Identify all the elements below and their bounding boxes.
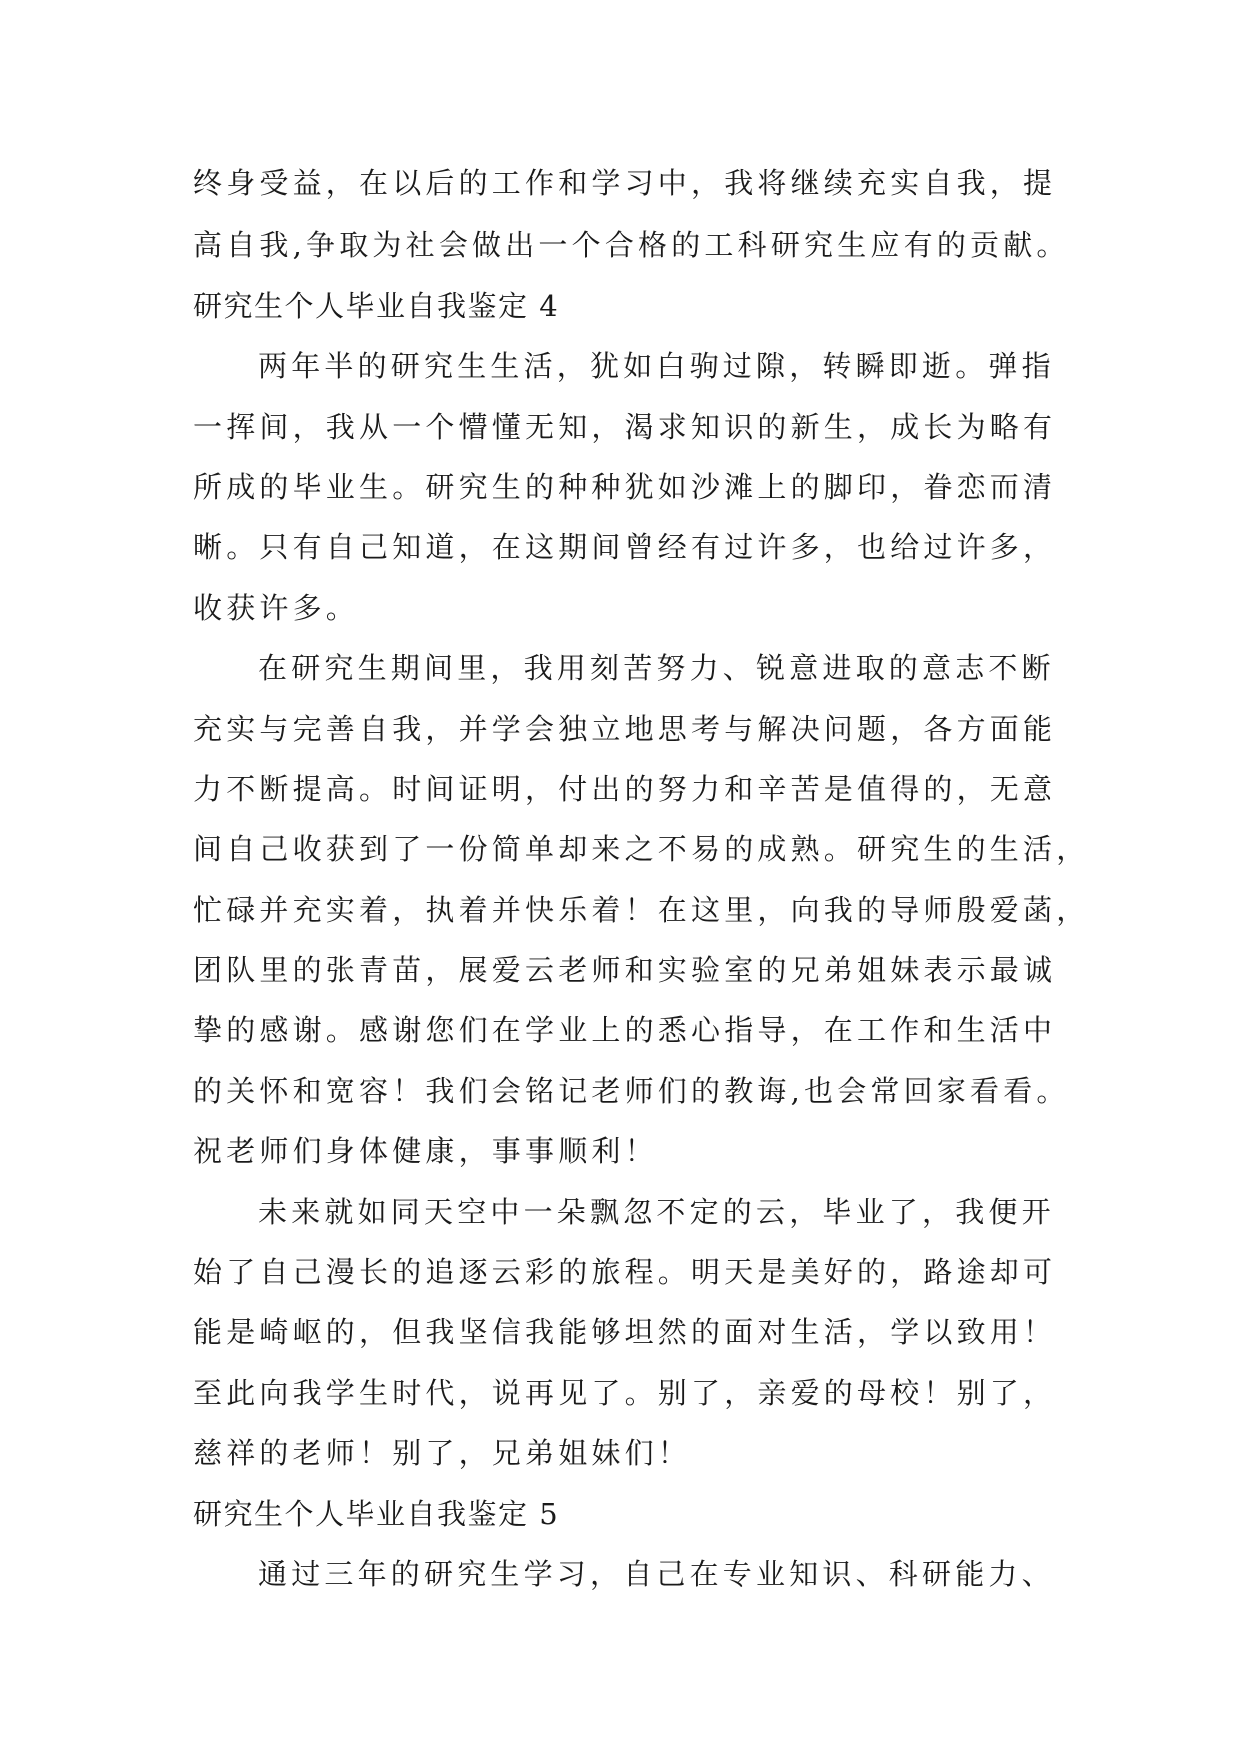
text-line: 终身受益，在以后的工作和学习中，我将继续充实自我，提 bbox=[193, 166, 1057, 200]
text-line: 的关怀和宽容！我们会铭记老师们的教诲,也会常回家看看。 bbox=[193, 1074, 1070, 1108]
text-line: 团队里的张青苗，展爱云老师和实验室的兄弟姐妹表示最诚 bbox=[193, 953, 1057, 987]
text-line: 晰。只有自己知道，在这期间曾经有过许多，也给过许多， bbox=[193, 530, 1057, 564]
section-heading: 研究生个人毕业自我鉴定 5 bbox=[193, 1497, 560, 1531]
section-heading: 研究生个人毕业自我鉴定 4 bbox=[193, 289, 560, 323]
text-line: 忙碌并充实着，执着并快乐着！在这里，向我的导师殷爱菡， bbox=[193, 893, 1090, 927]
text-line: 祝老师们身体健康，事事顺利！ bbox=[193, 1134, 658, 1168]
text-line: 一挥间，我从一个懵懂无知，渴求知识的新生，成长为略有 bbox=[193, 410, 1057, 444]
text-line: 所成的毕业生。研究生的种种犹如沙滩上的脚印，眷恋而清 bbox=[193, 470, 1057, 504]
text-line: 力不断提高。时间证明，付出的努力和辛苦是值得的，无意 bbox=[193, 772, 1057, 806]
text-line: 充实与完善自我，并学会独立地思考与解决问题，各方面能 bbox=[193, 712, 1057, 746]
text-line: 间自己收获到了一份简单却来之不易的成熟。研究生的生活， bbox=[193, 832, 1090, 866]
paragraph-first-line: 在研究生期间里，我用刻苦努力、锐意进取的意志不断 bbox=[258, 651, 1055, 685]
text-line: 高自我,争取为社会做出一个合格的工科研究生应有的贡献。 bbox=[193, 228, 1070, 262]
paragraph-first-line: 通过三年的研究生学习，自己在专业知识、科研能力、 bbox=[258, 1557, 1055, 1591]
paragraph-first-line: 未来就如同天空中一朵飘忽不定的云，毕业了，我便开 bbox=[258, 1195, 1055, 1229]
text-line: 收获许多。 bbox=[193, 591, 360, 625]
text-line: 始了自己漫长的追逐云彩的旅程。明天是美好的，路途却可 bbox=[193, 1255, 1057, 1289]
text-line: 挚的感谢。感谢您们在学业上的悉心指导，在工作和生活中 bbox=[193, 1013, 1057, 1047]
paragraph-first-line: 两年半的研究生生活，犹如白驹过隙，转瞬即逝。弹指 bbox=[258, 349, 1055, 383]
text-line: 慈祥的老师！别了，兄弟姐妹们！ bbox=[193, 1436, 692, 1470]
text-line: 至此向我学生时代，说再见了。别了，亲爱的母校！别了， bbox=[193, 1376, 1057, 1410]
text-line: 能是崎岖的，但我坚信我能够坦然的面对生活，学以致用！ bbox=[193, 1315, 1057, 1349]
